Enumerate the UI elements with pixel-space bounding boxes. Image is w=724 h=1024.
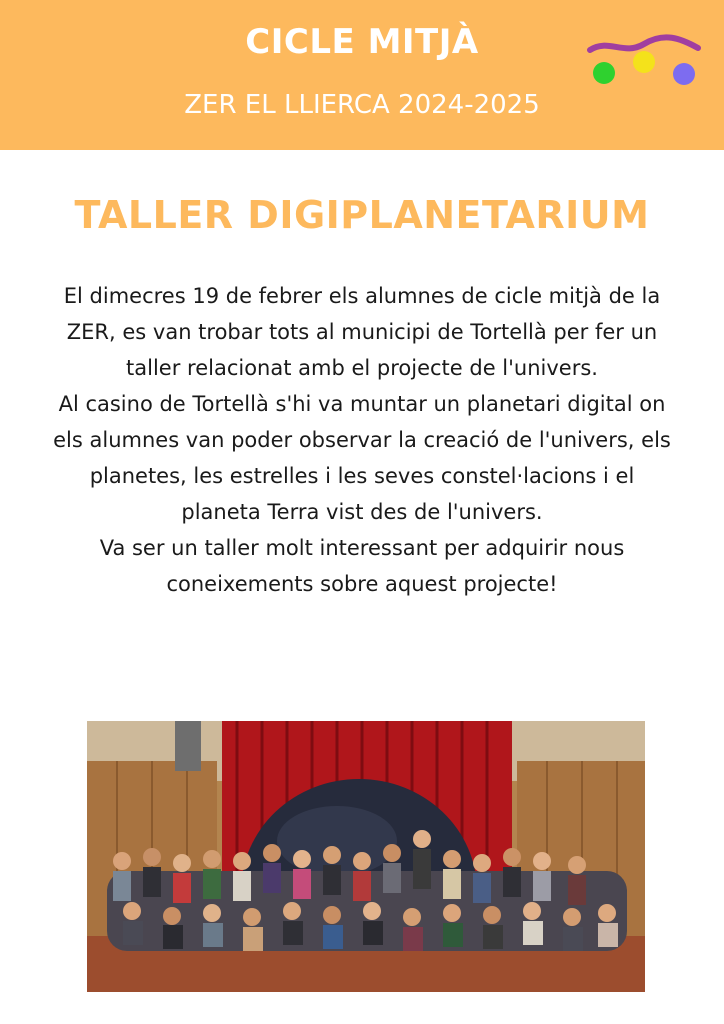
paragraph-1: El dimecres 19 de febrer els alumnes de cicle mitjà de la ZER, es van trobar tots al municipi de Tortellà per fer un taller relacionat amb el projecte de l'univers. xyxy=(63,284,661,380)
school-logo-icon xyxy=(584,30,704,90)
header-banner xyxy=(0,0,724,150)
paragraph-2: Al casino de Tortellà s'hi va muntar un planetari digital on els alumnes van poder observar la creació de l'univers, els planetes, les estrelles i les seves constel·lacions i el planeta Terra vist des de l'univers. xyxy=(53,392,671,524)
group-photo-icon xyxy=(87,721,645,992)
header-subtitle: ZER EL LLIERCA 2024-2025 xyxy=(184,90,540,120)
paragraph-3: Va ser un taller molt interessant per adquirir nous coneixements sobre aquest projecte! xyxy=(99,536,625,596)
header-title: CICLE MITJÀ xyxy=(245,22,479,62)
page-title: TALLER DIGIPLANETARIUM xyxy=(74,193,650,237)
article-body xyxy=(50,278,674,602)
